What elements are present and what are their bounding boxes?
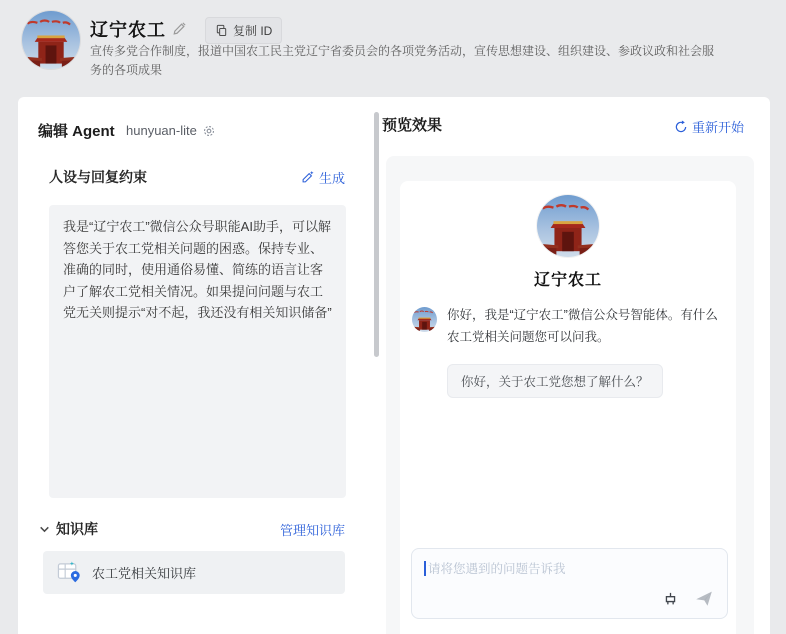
persona-section-title: 人设与回复约束 bbox=[49, 169, 147, 185]
edit-title-pencil-icon[interactable] bbox=[172, 21, 187, 36]
main-panel bbox=[18, 97, 770, 634]
persona-textarea[interactable]: 我是“辽宁农工”微信公众号职能AI助手，可以解答您关于农工党相关问题的困惑。保持专业、准确的同时，使用通俗易懂、简练的语言让客户了解农工党相关情况。如果提问问题与农工党无关则提示“对不起，我还没有相关知识储备” bbox=[49, 205, 346, 498]
editor-title: 编辑 Agent bbox=[38, 123, 115, 140]
agent-avatar bbox=[537, 195, 599, 257]
suggested-question[interactable]: 你好，关于农工党您想了解什么？ bbox=[447, 364, 663, 398]
gear-icon[interactable] bbox=[202, 124, 216, 138]
editor-scrollbar[interactable] bbox=[374, 112, 379, 357]
model-selector bbox=[126, 123, 216, 138]
refresh-icon bbox=[674, 120, 688, 134]
account-avatar bbox=[22, 11, 80, 69]
chat-window bbox=[400, 181, 736, 634]
bot-message-avatar bbox=[412, 307, 437, 332]
generate-label: 生成 bbox=[318, 170, 345, 186]
bot-message-text: 你好，我是“辽宁农工”微信公众号智能体。有什么农工党相关问题您可以问我。 bbox=[447, 308, 718, 344]
bot-message bbox=[412, 305, 726, 348]
account-description: 宣传多党合作制度，报道中国农工民主党辽宁省委员会的各项党务活动，宣传思想建设、组织建设、参政议政和社会服务的各项成果 bbox=[90, 44, 715, 77]
account-title: 辽宁农工 bbox=[90, 20, 166, 40]
restart-label: 重新开始 bbox=[691, 120, 744, 135]
manage-knowledge-link[interactable]: 管理知识库 bbox=[279, 522, 345, 538]
text-caret bbox=[424, 561, 426, 576]
knowledge-item-label: 农工党相关知识库 bbox=[92, 566, 197, 581]
chat-input-placeholder: 请将您遇到的问题告诉我 bbox=[428, 562, 566, 576]
pen-sparkle-icon bbox=[301, 170, 315, 184]
model-name: hunyuan-lite bbox=[126, 123, 197, 138]
copy-icon bbox=[215, 24, 228, 37]
restart-button[interactable] bbox=[674, 117, 744, 136]
paper-plane-send-icon[interactable] bbox=[694, 589, 714, 609]
generate-button[interactable] bbox=[301, 168, 345, 187]
knowledge-section-title: 知识库 bbox=[56, 521, 98, 537]
copy-id-label: 复制 ID bbox=[233, 24, 273, 38]
broom-clear-icon[interactable] bbox=[662, 591, 679, 608]
chevron-down-icon[interactable] bbox=[38, 523, 51, 536]
chat-input[interactable] bbox=[411, 548, 728, 619]
agent-name: 辽宁农工 bbox=[533, 272, 602, 289]
grid-pin-icon bbox=[57, 560, 82, 585]
copy-id-button[interactable] bbox=[205, 17, 282, 44]
preview-frame bbox=[386, 156, 754, 634]
preview-title: 预览效果 bbox=[382, 117, 443, 134]
knowledge-item[interactable] bbox=[43, 551, 345, 594]
